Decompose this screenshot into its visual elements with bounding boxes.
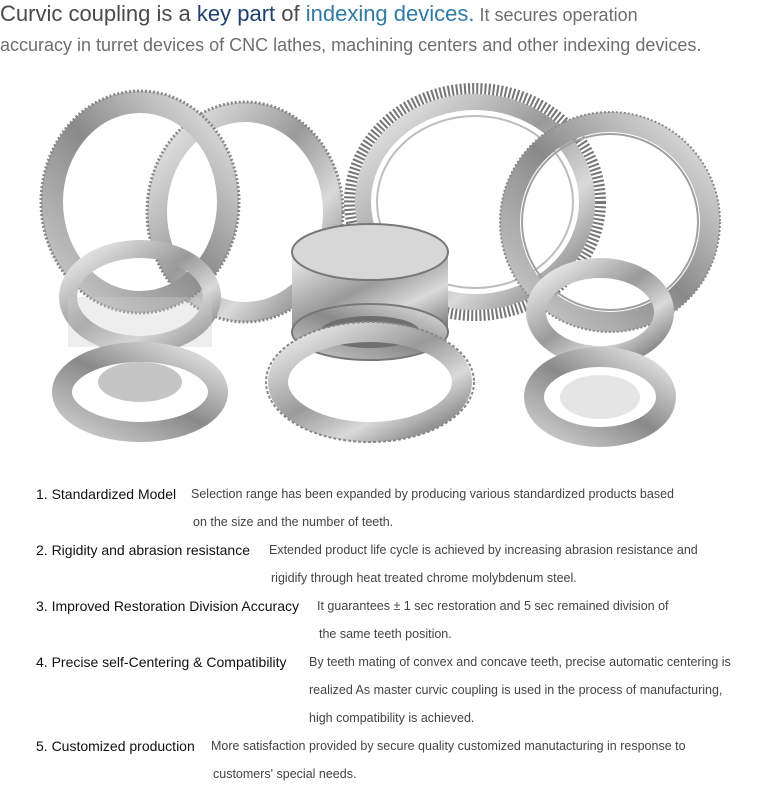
headline-line-2: accuracy in turret devices of CNC lathes, machining centers and other indexing devices. bbox=[0, 35, 702, 55]
headline-product: Curvic coupling bbox=[0, 1, 151, 26]
coupling-stack-left bbox=[62, 249, 218, 432]
feature-desc: More satisfaction provided by secure quality customized manutacturing in response to bbox=[211, 739, 686, 753]
feature-desc: rigidify through heat treated chrome molybdenum steel. bbox=[271, 571, 577, 585]
feature-desc: Selection range has been expanded by producing various standardized products based bbox=[191, 487, 674, 501]
headline-highlight-key-part: key part bbox=[196, 1, 276, 26]
feature-item-4 bbox=[36, 648, 731, 725]
feature-desc: customers' special needs. bbox=[213, 767, 357, 781]
feature-item-5 bbox=[36, 732, 686, 781]
feature-desc: the same teeth position. bbox=[319, 627, 452, 641]
headline-highlight-indexing: indexing devices. bbox=[305, 1, 475, 26]
feature-title: 3. Improved Restoration Division Accuracy bbox=[36, 598, 299, 614]
feature-desc: on the size and the number of teeth. bbox=[193, 515, 394, 529]
curvic-coupling-product-photo bbox=[30, 82, 750, 462]
headline-text: of bbox=[275, 1, 306, 26]
feature-desc: It guarantees ± 1 sec restoration and 5 sec remained division of bbox=[317, 599, 669, 613]
coupling-center bbox=[266, 224, 474, 442]
headline-text: is a bbox=[150, 1, 197, 26]
feature-desc: high compatibility is achieved. bbox=[309, 711, 475, 725]
feature-item-3 bbox=[36, 592, 669, 641]
feature-title: 2. Rigidity and abrasion resistance bbox=[36, 542, 251, 558]
feature-item-1 bbox=[36, 480, 674, 529]
feature-item-2 bbox=[36, 536, 698, 585]
feature-desc: Extended product life cycle is achieved by increasing abrasion resistance and bbox=[269, 543, 698, 557]
feature-title: 4. Precise self-Centering & Compatibility bbox=[36, 654, 287, 670]
feature-desc: By teeth mating of convex and concave teeth, precise automatic centering is bbox=[309, 655, 731, 669]
headline-tail: It secures operation bbox=[474, 5, 638, 25]
feature-title: 1. Standardized Model bbox=[36, 486, 177, 502]
coupling-stack-right bbox=[534, 268, 666, 437]
feature-title: 5. Customized production bbox=[36, 738, 195, 754]
feature-desc: realized As master curvic coupling is used in the process of manufacturing, bbox=[309, 683, 723, 697]
headline-line-1 bbox=[0, 0, 638, 31]
